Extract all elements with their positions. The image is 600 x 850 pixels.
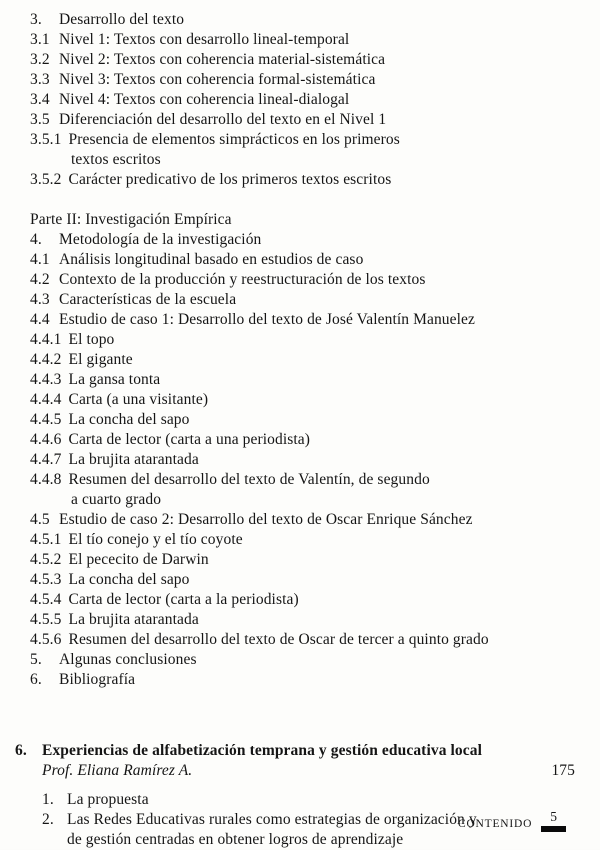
- entry-text: La gansa tonta: [68, 371, 161, 388]
- chapter-6-entry: [15, 741, 585, 850]
- entry-number: 4.5.1: [30, 531, 62, 548]
- entry-text: Presencia de elementos simprácticos en los primeros: [68, 131, 400, 148]
- entry-number: 4.5.3: [30, 571, 62, 588]
- entry-text: Bibliografía: [59, 671, 136, 688]
- entry-number: 4.3: [30, 291, 50, 308]
- toc-line: [30, 270, 590, 290]
- entry-text: Nivel 3: Textos con coherencia formal-sistemática: [59, 71, 376, 88]
- entry-text: Análisis longitudinal basado en estudios de caso: [59, 251, 364, 268]
- toc-line: [30, 610, 590, 630]
- toc-line: [30, 470, 590, 490]
- entry-text: La concha del sapo: [68, 571, 190, 588]
- entry-number: 4.4.8: [30, 471, 62, 488]
- entry-number: 3.5.1: [30, 131, 62, 148]
- entry-text: Características de la escuela: [59, 291, 237, 308]
- toc-line: [30, 570, 590, 590]
- toc-line: [30, 310, 590, 330]
- entry-text: Diferenciación del desarrollo del texto en el Nivel 1: [59, 111, 387, 128]
- table-of-contents: [30, 10, 590, 690]
- toc-line: [30, 90, 590, 110]
- toc-line: [30, 330, 590, 350]
- footer-page-number: 5: [541, 809, 566, 832]
- toc-line: [30, 130, 590, 150]
- chapter-title: Experiencias de alfabetización temprana y gestión educativa local: [42, 742, 483, 759]
- entry-number: 3.4: [30, 91, 50, 108]
- entry-number: 3.: [30, 11, 42, 28]
- footer-section-label: CONTENIDO: [457, 818, 533, 830]
- entry-text: Carta de lector (carta a una periodista): [68, 431, 311, 448]
- entry-number: 4.4.1: [30, 331, 62, 348]
- entry-text: El gigante: [68, 351, 133, 368]
- entry-text: Resumen del desarrollo del texto de Valentín, de segundo: [68, 471, 430, 488]
- toc-part-heading: [30, 210, 590, 230]
- toc-line: [30, 50, 590, 70]
- chapter-number: 6.: [15, 742, 27, 759]
- toc-line: [30, 430, 590, 450]
- entry-number: 4.4.7: [30, 451, 62, 468]
- entry-text: Nivel 2: Textos con coherencia material-sistemática: [59, 51, 386, 68]
- entry-text: Las Redes Educativas rurales como estrategias de organización y: [67, 811, 477, 828]
- entry-number: 4.4.2: [30, 351, 62, 368]
- entry-number: 4.4.6: [30, 431, 62, 448]
- toc-line: [30, 70, 590, 90]
- entry-text: Parte II: Investigación Empírica: [30, 211, 232, 228]
- toc-line: [30, 350, 590, 370]
- entry-text: textos escritos: [71, 151, 161, 168]
- entry-text: La concha del sapo: [68, 411, 190, 428]
- toc-line: [30, 530, 590, 550]
- entry-text: Estudio de caso 2: Desarrollo del texto de Oscar Enrique Sánchez: [59, 511, 473, 528]
- page-footer: [458, 809, 566, 832]
- toc-line: [30, 410, 590, 430]
- entry-text: La brujita atarantada: [68, 611, 199, 628]
- entry-text: de gestión centradas en obtener logros de aprendizaje: [67, 831, 404, 848]
- entry-number: 4.5.2: [30, 551, 62, 568]
- toc-line: [30, 650, 590, 670]
- entry-number: 4.4: [30, 311, 50, 328]
- entry-number: 3.5: [30, 111, 50, 128]
- entry-text: Algunas conclusiones: [59, 651, 197, 668]
- toc-line: [30, 450, 590, 470]
- entry-number: 3.3: [30, 71, 50, 88]
- toc-line: [30, 290, 590, 310]
- toc-line: [30, 170, 590, 190]
- entry-number: 4.5.4: [30, 591, 62, 608]
- entry-number: 2.: [42, 811, 54, 828]
- entry-number: 4.4.3: [30, 371, 62, 388]
- entry-number: 1.: [42, 791, 54, 808]
- toc-line-wrap: [30, 150, 590, 170]
- entry-number: 4.5.5: [30, 611, 62, 628]
- toc-line: [30, 250, 590, 270]
- toc-line: [30, 110, 590, 130]
- entry-text: El topo: [68, 331, 115, 348]
- entry-number: 4.1: [30, 251, 50, 268]
- toc-line: [30, 630, 590, 650]
- entry-text: La propuesta: [67, 791, 149, 808]
- entry-text: La brujita atarantada: [68, 451, 199, 468]
- entry-text: Contexto de la producción y reestructuración de los textos: [59, 271, 426, 288]
- entry-text: Carácter predicativo de los primeros textos escritos: [68, 171, 392, 188]
- entry-text: a cuarto grado: [71, 491, 162, 508]
- chapter-page-number: 175: [551, 762, 575, 779]
- entry-number: 3.2: [30, 51, 50, 68]
- entry-text: El pececito de Darwin: [68, 551, 209, 568]
- entry-number: 4.4.5: [30, 411, 62, 428]
- entry-number: 4.5: [30, 511, 50, 528]
- toc-line: [30, 10, 590, 30]
- chapter-heading: [15, 741, 585, 761]
- entry-text: Carta de lector (carta a la periodista): [68, 591, 299, 608]
- toc-line: [30, 370, 590, 390]
- entry-number: 6.: [30, 671, 42, 688]
- chapter-author: Prof. Eliana Ramírez A.: [42, 762, 193, 779]
- entry-text: Nivel 4: Textos con coherencia lineal-dialogal: [59, 91, 350, 108]
- toc-line: [30, 30, 590, 50]
- entry-number: 4.5.6: [30, 631, 62, 648]
- entry-text: Metodología de la investigación: [59, 231, 262, 248]
- chapter-item-wrap: [42, 830, 585, 850]
- entry-text: Resumen del desarrollo del texto de Oscar de tercer a quinto grado: [68, 631, 489, 648]
- entry-text: Carta (a una visitante): [68, 391, 209, 408]
- entry-number: 3.1: [30, 31, 50, 48]
- entry-number: 4.: [30, 231, 42, 248]
- entry-number: 4.4.4: [30, 391, 62, 408]
- entry-number: 4.2: [30, 271, 50, 288]
- toc-line: [30, 510, 590, 530]
- entry-number: 5.: [30, 651, 42, 668]
- entry-text: El tío conejo y el tío coyote: [68, 531, 243, 548]
- toc-line: [30, 230, 590, 250]
- toc-line: [30, 670, 590, 690]
- toc-line-wrap: [30, 490, 590, 510]
- entry-text: Estudio de caso 1: Desarrollo del texto de José Valentín Manuelez: [59, 311, 475, 328]
- toc-line: [30, 550, 590, 570]
- chapter-item: [42, 790, 585, 810]
- entry-text: Desarrollo del texto: [59, 11, 185, 28]
- toc-line: [30, 390, 590, 410]
- chapter-subheading: [15, 761, 585, 781]
- toc-line: [30, 590, 590, 610]
- entry-text: Nivel 1: Textos con desarrollo lineal-temporal: [59, 31, 350, 48]
- entry-number: 3.5.2: [30, 171, 62, 188]
